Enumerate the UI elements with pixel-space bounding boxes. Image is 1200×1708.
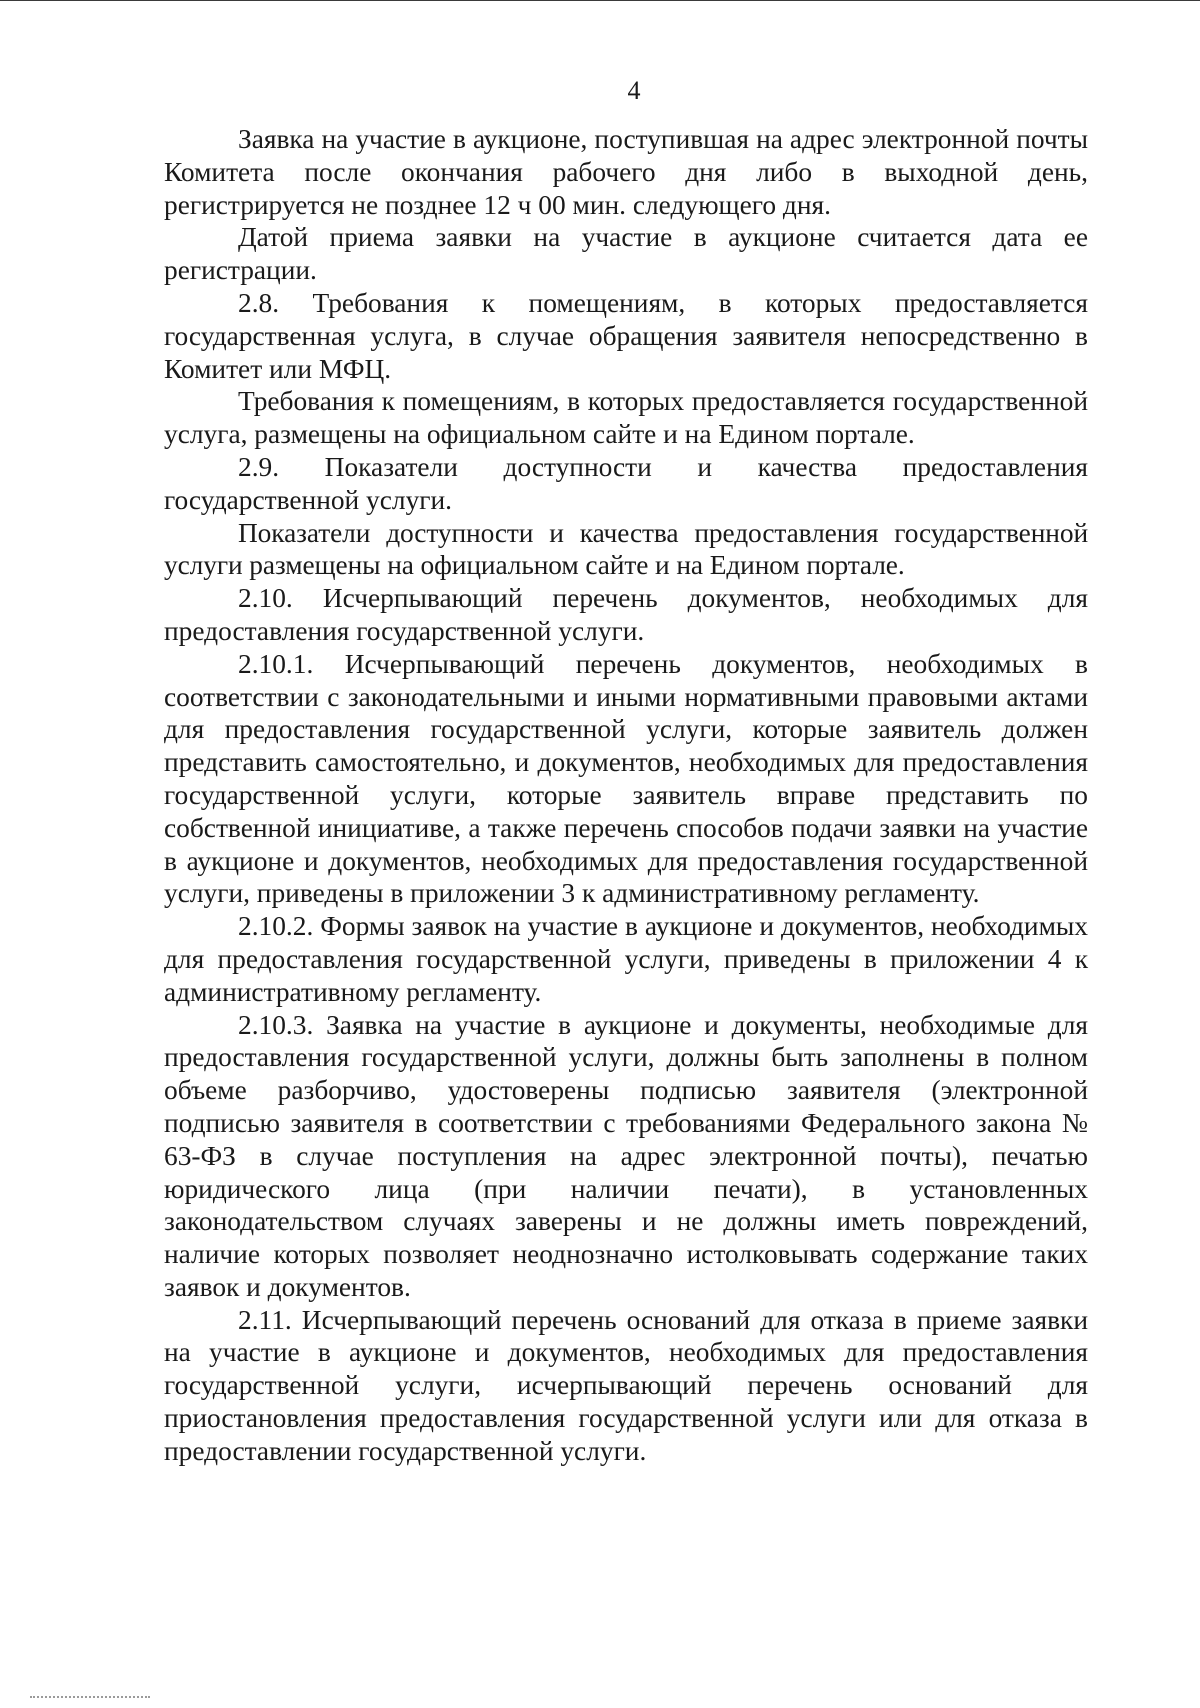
paragraph: 2.10.3. Заявка на участие в аукционе и документы, необходимые для предоставления государственной услуги, должны быть заполнены в полном объеме разборчиво, удостоверены подписью заявителя (электронной подписью заявителя в соответствии с требованиями Федерального закона № 63-ФЗ в случае поступления на адрес электронной почты), печатью юридического лица (при наличии печати), в установленных законодательством случаях заверены и не должны иметь повреждений, наличие которых позволяет неоднозначно истолковывать содержание таких заявок и документов. <box>164 1009 1088 1302</box>
paragraph: 2.11. Исчерпывающий перечень оснований для отказа в приеме заявки на участие в аукционе и документов, необходимых для предоставления государственной услуги, исчерпывающий перечень оснований для приостановления предоставления государственной услуги или для отказа в предоставлении государственной услуги. <box>164 1304 1088 1466</box>
scan-artifact <box>30 1696 150 1702</box>
paragraph: 2.10.2. Формы заявок на участие в аукционе и документов, необходимых для предоставления государственной услуги, приведены в приложении 4 к административному регламенту. <box>164 911 1088 1007</box>
document-body <box>164 123 1088 1468</box>
paragraph: 2.8. Требования к помещениям, в которых предоставляется государственная услуга, в случае обращения заявителя непосредственно в Комитет или МФЦ. <box>164 287 1088 384</box>
paragraph: Датой приема заявки на участие в аукционе считается дата ее регистрации. <box>164 222 1088 286</box>
paragraph: 2.10. Исчерпывающий перечень документов, необходимых для предоставления государственной услуги. <box>164 583 1088 646</box>
paragraph: 2.10.1. Исчерпывающий перечень документов, необходимых в соответствии с законодательными и иными нормативными правовыми актами для предоставления государственной услуги, которые заявитель должен представить самостоятельно, и документов, необходимых для предоставления государственной услуги, которые заявитель вправе представить по собственной инициативе, а также перечень способов подачи заявки на участие в аукционе и документов, необходимых для предоставления государственной услуги, приведены в приложении 3 к административному регламенту. <box>164 648 1088 909</box>
paragraph: Требования к помещениям, в которых предоставляется государственной услуга, размещены на официальном сайте и на Едином портале. <box>164 386 1088 450</box>
page-top-edge <box>0 0 1200 1</box>
paragraph: Заявка на участие в аукционе, поступившая на адрес электронной почты Комитета после окончания рабочего дня либо в выходной день, регистрируется не позднее 12 ч 00 мин. следующего дня. <box>164 124 1088 220</box>
paragraph: Показатели доступности и качества предоставления государственной услуги размещены на официальном сайте и на Едином портале. <box>164 517 1088 581</box>
page-number: 4 <box>627 76 641 105</box>
paragraph: 2.9. Показатели доступности и качества предоставления государственной услуги. <box>164 451 1088 515</box>
